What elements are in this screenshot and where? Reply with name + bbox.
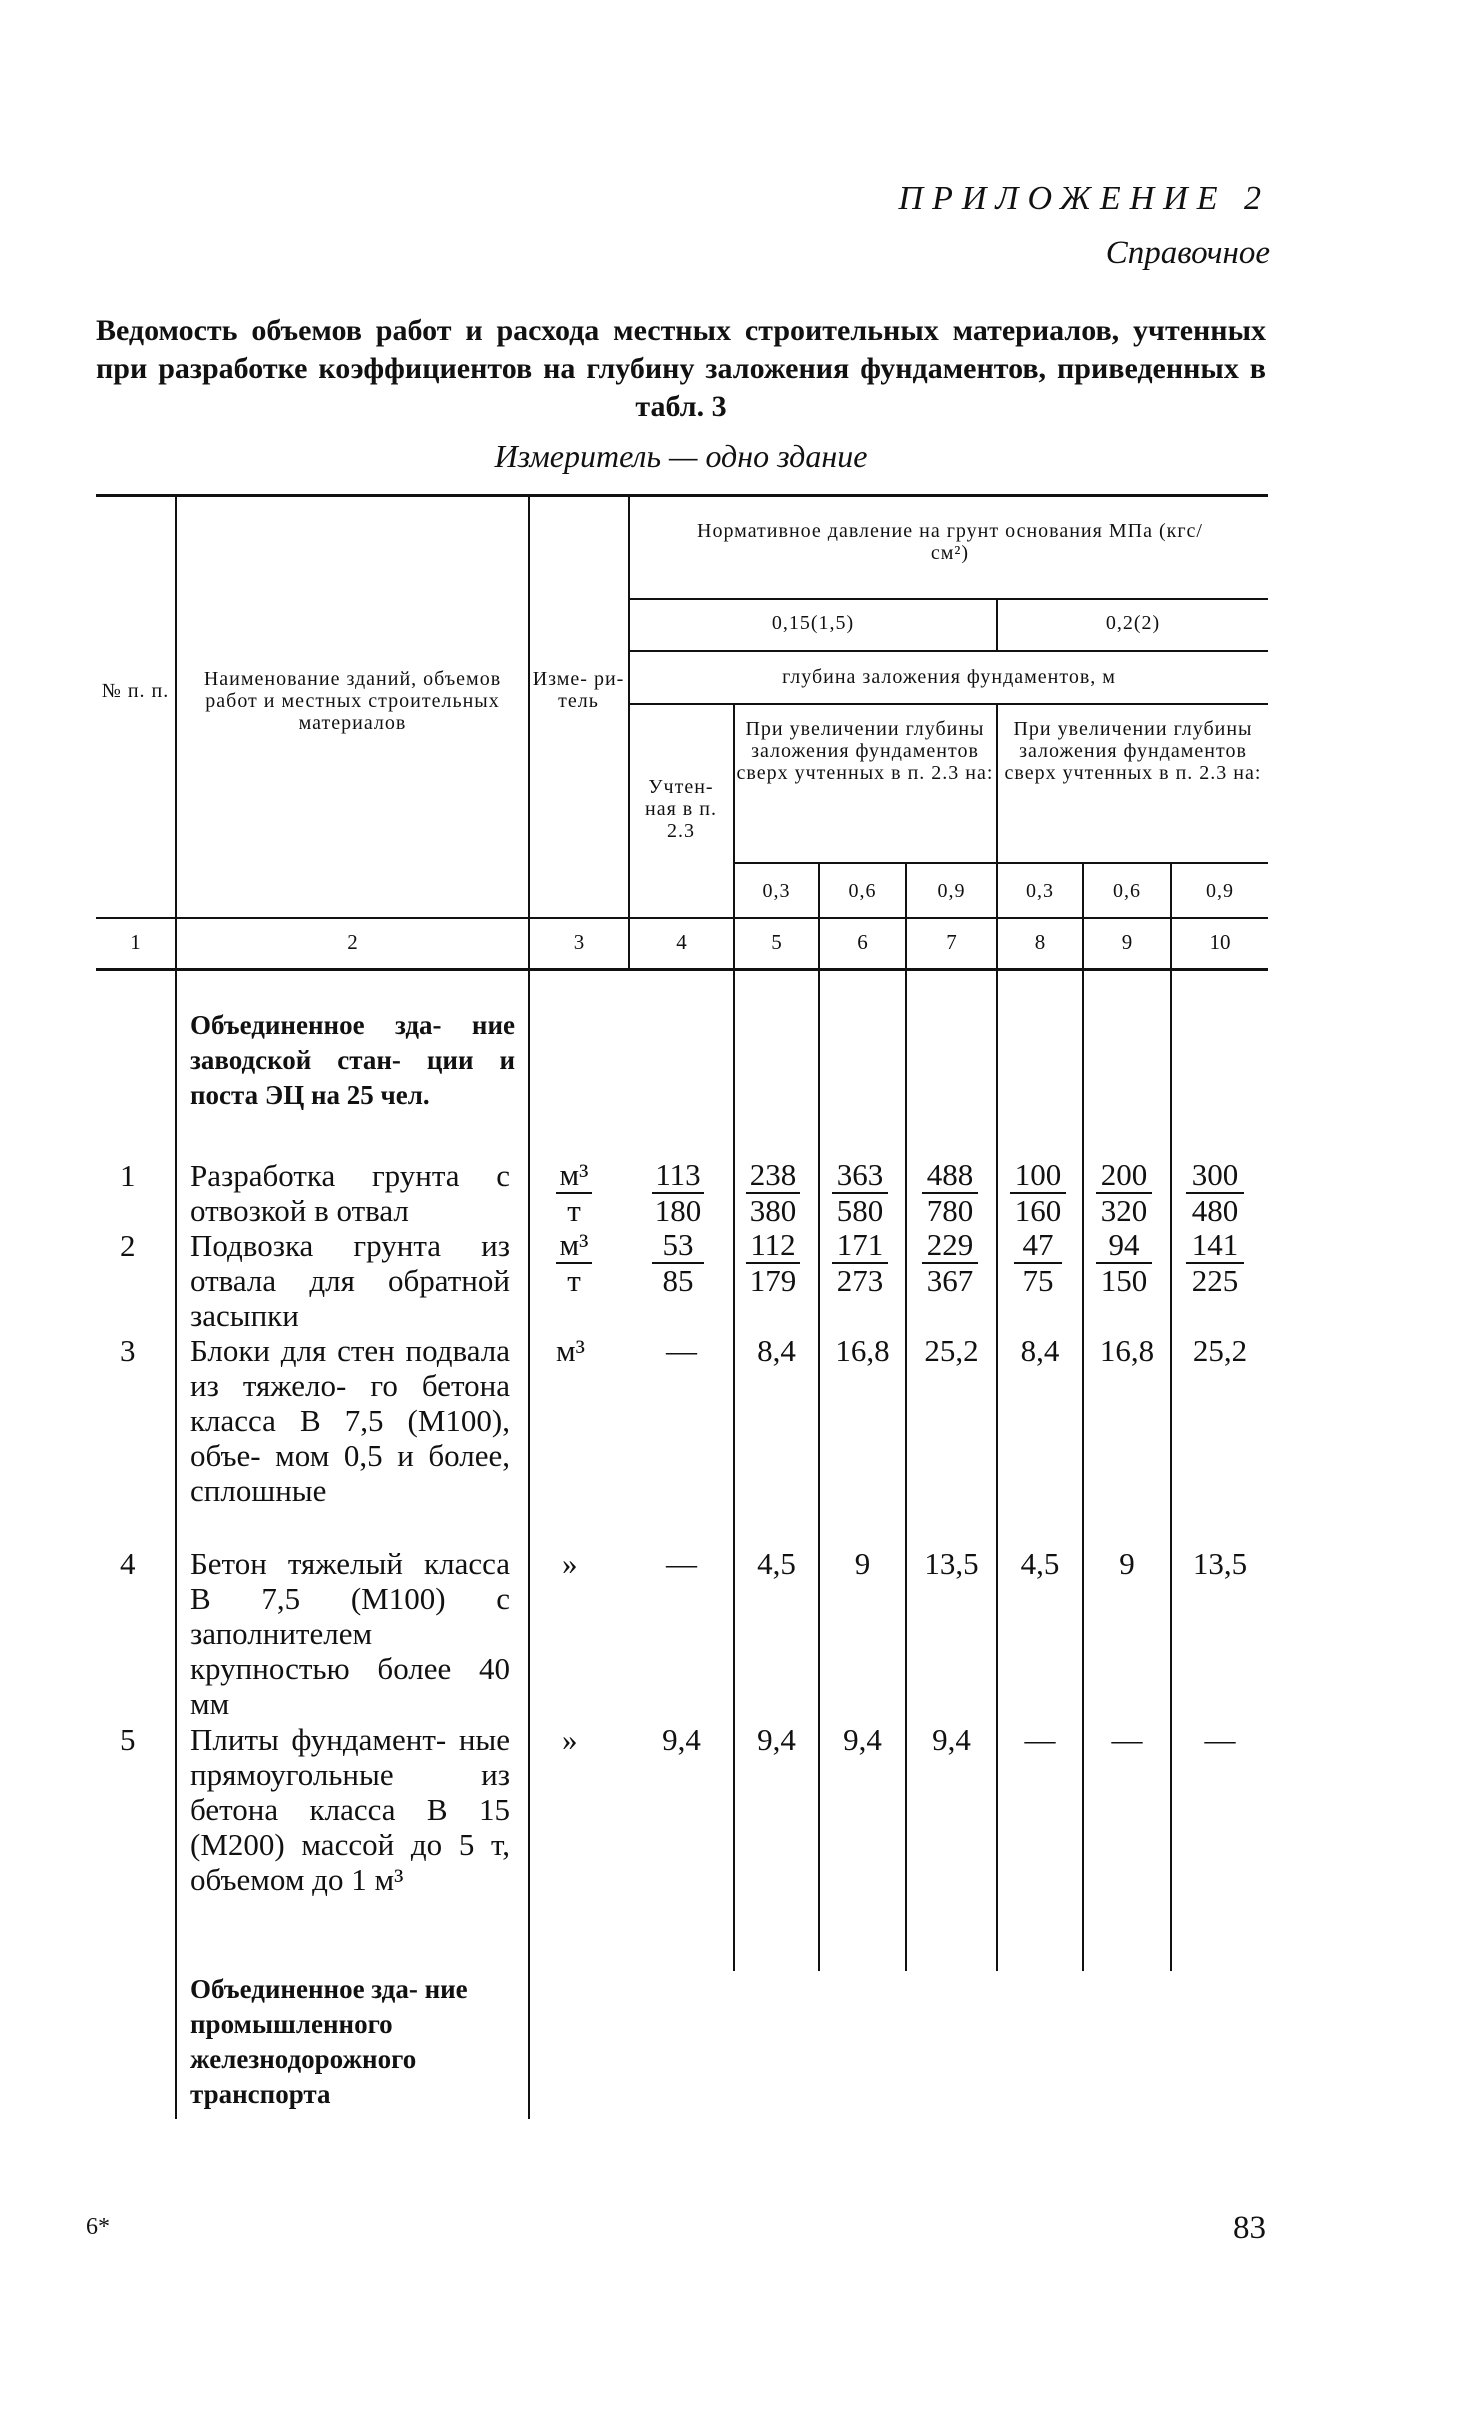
rule — [733, 971, 735, 1971]
value-fraction: 47 75 — [1014, 1228, 1062, 1298]
row-name: Бетон тяжелый класса В 7,5 (М100) с заполнителем крупностью более 40 мм — [190, 1546, 510, 1721]
value-fraction: 238 380 — [746, 1158, 800, 1228]
unit-fraction: м³ т — [556, 1228, 592, 1298]
value-cell: 4,5 — [757, 1546, 796, 1581]
value-fraction: 363 580 — [832, 1158, 888, 1228]
value-fraction: 53 85 — [652, 1228, 704, 1298]
section-heading: Объединенное зда- ние заводской стан- ции и поста ЭЦ на 25 чел. — [190, 1010, 515, 1110]
col-number: 7 — [946, 930, 957, 954]
row-name: Разработка грунта с отвозкой в отвал — [190, 1158, 510, 1228]
header-depth: глубина заложения фундаментов, м — [782, 666, 1116, 688]
value-fraction: 488 780 — [922, 1158, 978, 1228]
value-cell: 9 — [1119, 1546, 1135, 1581]
value-fraction: 300 480 — [1186, 1158, 1244, 1228]
measure-unit: Измеритель — одно здание — [494, 438, 868, 474]
header-col-name: Наименование зданий, объемов работ и местных строительных материалов — [203, 668, 502, 734]
unit-fraction: м³ т — [556, 1158, 592, 1228]
rule — [628, 598, 1268, 600]
value-cell: 8,4 — [1020, 1333, 1060, 1368]
rule — [628, 650, 1268, 652]
col-number: 5 — [771, 930, 782, 954]
row-number: 5 — [120, 1722, 136, 1757]
header-depth-06: 0,6 — [1113, 880, 1141, 902]
value-cell: 25,2 — [924, 1333, 979, 1368]
rule — [628, 703, 1268, 705]
document-title: Ведомость объемов работ и расхода местных строительных материалов, учтенных при разработке коэффициентов на глубину заложения фундаментов, приведенных в табл. 3 — [96, 314, 1266, 423]
section-heading: Объединенное зда- ние промышленного железнодорожного транспорта — [190, 1974, 468, 2109]
col-number: 4 — [676, 930, 687, 954]
rule — [628, 494, 630, 968]
col-number: 10 — [1209, 930, 1231, 954]
value-cell: 25,2 — [1192, 1333, 1248, 1368]
rule — [175, 494, 177, 2119]
col-number: 3 — [573, 930, 585, 954]
row-number: 3 — [120, 1333, 136, 1368]
value-fraction: 113 180 — [652, 1158, 704, 1228]
header-col-unit: Изме- ри- тель — [532, 668, 625, 712]
header-depth-03: 0,3 — [762, 880, 791, 902]
row-number: 4 — [120, 1546, 136, 1581]
value-cell: 16,8 — [1099, 1333, 1155, 1368]
rule — [905, 971, 907, 1971]
row-unit: м³ — [556, 1333, 585, 1368]
table-top-rule — [96, 494, 1268, 497]
col-number: 9 — [1121, 930, 1133, 954]
row-name: Плиты фундамент- ные прямоугольные из бетона класса В 15 (М200) массой до 5 т, объемом до 1 м³ — [190, 1722, 510, 1897]
value-fraction: 200 320 — [1096, 1158, 1152, 1228]
row-unit: » — [562, 1546, 578, 1581]
value-cell: 9,4 — [932, 1722, 971, 1757]
value-cell: — — [666, 1546, 697, 1581]
rule — [96, 917, 1268, 919]
header-pressure-1: 0,15(1,5) — [771, 612, 855, 634]
value-cell: — — [1024, 1722, 1056, 1757]
rule — [528, 494, 530, 2119]
value-cell: 8,4 — [757, 1333, 796, 1368]
rule — [733, 862, 1268, 864]
value-fraction: 229 367 — [922, 1228, 978, 1298]
value-fraction: 100 160 — [1010, 1158, 1066, 1228]
header-depth-09: 0,9 — [937, 880, 966, 902]
value-cell: 9,4 — [662, 1722, 701, 1757]
col-number: 2 — [347, 930, 358, 954]
header-pressure: Нормативное давление на грунт основания МПа (кгс/см²) — [697, 520, 1203, 564]
rule — [818, 971, 820, 1971]
header-increase-1: При увеличении глубины заложения фундаментов сверх учтенных в п. 2.3 на: — [736, 718, 994, 784]
value-cell: 13,5 — [924, 1546, 979, 1581]
value-cell: 4,5 — [1020, 1546, 1060, 1581]
value-fraction: 171 273 — [832, 1228, 888, 1298]
value-cell: 9,4 — [843, 1722, 882, 1757]
rule — [1170, 971, 1172, 1971]
value-cell: 9 — [854, 1546, 871, 1581]
col-number: 1 — [130, 930, 141, 954]
header-counted: Учтен- ная в п. 2.3 — [645, 776, 717, 842]
value-cell: — — [1204, 1722, 1236, 1757]
appendix-label: ПРИЛОЖЕНИЕ 2 — [898, 180, 1270, 217]
row-name: Блоки для стен подвала из тяжело- го бетона класса В 7,5 (М100), объе- мом 0,5 и более, сплошные — [190, 1333, 510, 1508]
col-number: 8 — [1034, 930, 1046, 954]
value-fraction: 94 150 — [1096, 1228, 1152, 1298]
value-cell: — — [666, 1333, 697, 1368]
col-number: 6 — [857, 930, 868, 954]
row-unit: » — [562, 1722, 578, 1757]
header-depth-09: 0,9 — [1206, 880, 1234, 902]
rule — [1082, 971, 1084, 1971]
row-number: 2 — [120, 1228, 136, 1263]
rule — [996, 971, 998, 1971]
value-cell: 9,4 — [757, 1722, 796, 1757]
header-depth-03: 0,3 — [1026, 880, 1054, 902]
value-fraction: 112 179 — [746, 1228, 800, 1298]
header-col-no: № п. п. — [101, 680, 170, 702]
header-depth-06: 0,6 — [848, 880, 877, 902]
value-cell: 13,5 — [1192, 1546, 1248, 1581]
row-number: 1 — [120, 1158, 136, 1193]
row-name: Подвозка грунта из отвала для обратной засыпки — [190, 1228, 510, 1333]
header-pressure-2: 0,2(2) — [1105, 612, 1161, 634]
value-cell: 16,8 — [835, 1333, 890, 1368]
value-fraction: 141 225 — [1186, 1228, 1244, 1298]
page-number: 83 — [1233, 2210, 1266, 2246]
header-increase-2: При увеличении глубины заложения фундаментов сверх учтенных в п. 2.3 на: — [1004, 718, 1262, 784]
rule — [996, 703, 998, 968]
value-cell: — — [1111, 1722, 1143, 1757]
rule — [733, 703, 735, 968]
rule — [96, 968, 1268, 971]
footer-signature: 6* — [86, 2214, 110, 2240]
reference-note: Справочное — [1105, 235, 1270, 271]
